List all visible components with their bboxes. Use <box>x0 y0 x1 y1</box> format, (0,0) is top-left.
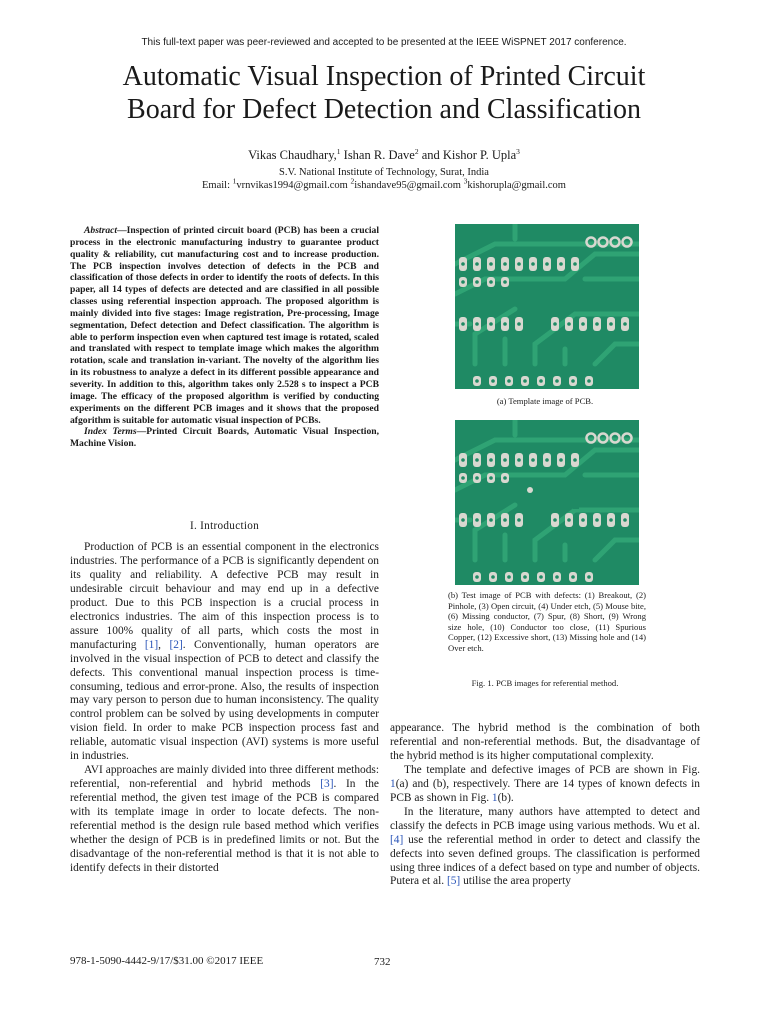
pcb-hole <box>503 262 507 266</box>
pcb-hole <box>545 262 549 266</box>
pcb-hole <box>461 476 465 480</box>
pcb-hole <box>559 458 563 462</box>
paragraph-5 <box>390 806 700 890</box>
citation-4[interactable]: [4] <box>390 833 404 846</box>
pcb-hole <box>531 458 535 462</box>
pcb-hole <box>489 322 493 326</box>
abstract-text: —Inspection of printed circuit board (PCB) has been a crucial process in the electronic manufacturing industry to guarantee product quality & reliability, cut manufacturing cost and to increase production. The PCB inspection involves detection of defects in the PCB and classification of those defects in order to identify the roots of defects. In this paper, all 14 types of defects are detected and are classified in all possible classes using referential inspection approach. The proposed algorithm is mainly divided into five stages: Image registration, Pre-processing, Image segmentation, Defect detection and Defect classification. The algorithm is able to perform inspection even when captured test image is rotated, scaled and translated with respect to template image which makes the algorithm rotation, scale and translation in-variant. The novelty of the algorithm lies in its robustness to analyze a defect in its different possible appearance and severity. In addition to this, algorithm takes only 2.528 s to inspect a PCB image. The efficacy of the proposed algorithm is verified by conducting experiments on the different PCB images and it shows that the proposed afgorithm is suitable for automatic visual inspection of PCBs. <box>70 225 379 426</box>
footer-copyright: 978-1-5090-4442-9/17/$31.00 ©2017 IEEE <box>70 955 264 967</box>
para5-text-c: utilise the area property <box>460 875 571 888</box>
para4-text-a: The template and defective images of PCB are shown in Fig. <box>404 763 700 776</box>
index-terms-label: Index Terms <box>84 426 137 438</box>
pcb-hole <box>553 322 557 326</box>
abstract-label: Abstract <box>84 225 118 236</box>
pcb-hole <box>507 379 511 383</box>
author-2-mark: 2 <box>414 146 419 156</box>
pcb-hole <box>517 262 521 266</box>
pcb-hole <box>503 518 507 522</box>
figure-b-caption: (b) Test image of PCB with defects: (1) Breakout, (2) Pinhole, (3) Open circuit, (4) Under etch, (5) Mouse bite, (6) Missing conductor, (7) Spur, (8) Short, (9) Wrong size hole, (10) Conductor too close, (11) Spurious Copper, (12) Excessive short, (13) Missing hole and (14) Over etch. <box>448 590 646 653</box>
email-label: Email: <box>202 180 230 191</box>
para5-text-a: In the literature, many authors have attempted to detect and classify the defects in PCB image using various methods. Wu et al. <box>390 805 700 832</box>
author-3: and Kishor P. Upla <box>421 148 517 162</box>
pcb-hole <box>475 379 479 383</box>
email-3[interactable]: kishorupla@gmail.com <box>467 180 566 191</box>
pcb-hole <box>489 476 493 480</box>
pcb-hole <box>539 575 543 579</box>
index-terms-text: —Printed Circuit Boards, Automatic Visual Inspection, Machine Vision. <box>70 426 379 450</box>
email-2[interactable]: ishandave95@gmail.com <box>354 180 461 191</box>
pcb-hole <box>559 262 563 266</box>
paragraph-4 <box>390 764 700 806</box>
title-line-2: Board for Defect Detection and Classification <box>127 94 641 125</box>
pcb-hole <box>571 575 575 579</box>
paragraph-1 <box>70 541 379 764</box>
citation-2[interactable]: [2] <box>169 638 183 651</box>
pcb-hole <box>545 458 549 462</box>
pcb-hole <box>461 458 465 462</box>
pcb-hole <box>623 322 627 326</box>
pcb-hole <box>567 518 571 522</box>
pcb-hole <box>503 322 507 326</box>
pcb-hole <box>475 518 479 522</box>
pcb-hole <box>523 575 527 579</box>
pcb-hole <box>609 322 613 326</box>
pcb-hole <box>489 458 493 462</box>
section-heading-introduction: I. Introduction <box>189 520 260 532</box>
pcb-hole <box>461 262 465 266</box>
pcb-hole <box>531 262 535 266</box>
email-3-mark: 3 <box>463 176 468 186</box>
citation-1[interactable]: [1] <box>144 638 159 651</box>
para1-sep: , <box>158 638 170 651</box>
pcb-hole <box>517 518 521 522</box>
pcb-hole <box>461 322 465 326</box>
pcb-hole <box>595 322 599 326</box>
citation-5[interactable]: [5] <box>446 875 461 888</box>
pcb-hole <box>475 280 479 284</box>
pcb-hole <box>503 476 507 480</box>
defect-spurious-copper <box>527 487 533 493</box>
left-column-body <box>70 541 379 876</box>
author-1-mark: 1 <box>336 146 341 156</box>
pcb-hole <box>539 379 543 383</box>
pcb-hole <box>475 262 479 266</box>
emails <box>0 176 768 191</box>
pcb-hole <box>517 322 521 326</box>
pcb-hole <box>491 379 495 383</box>
defect-open-circuit <box>573 506 579 509</box>
pcb-template-image <box>455 224 639 389</box>
pcb-hole <box>475 322 479 326</box>
pcb-hole <box>623 518 627 522</box>
conference-notice: This full-text paper was peer-reviewed and accepted to be presented at the IEEE WiSPNET 2017 conference. <box>141 37 627 48</box>
pcb-hole <box>491 575 495 579</box>
pcb-hole <box>573 262 577 266</box>
email-1-mark: 1 <box>232 176 237 186</box>
pcb-hole <box>461 518 465 522</box>
paragraph-2 <box>70 764 379 876</box>
pcb-hole <box>573 458 577 462</box>
figure-1-caption: Fig. 1. PCB images for referential method. <box>471 678 619 688</box>
paragraph-3: appearance. The hybrid method is the combination of both referential and non-referential methods. But, the disadvantage of the hybrid method is its higher computational complexity. <box>390 722 700 762</box>
pcb-hole <box>567 322 571 326</box>
pcb-hole <box>555 575 559 579</box>
pcb-hole <box>489 262 493 266</box>
para1-text-b: . Conventionally, human operators are involved in the visual inspection of PCB to detect and classify the defects. This conventional manual inspection process is time-consuming, tedious and error-prone. Also, the results of inspection may vary person to person due to human inconsistency. The quality control problem can be solved by using developments in computer vision field. In order to make PCB inspection process fast and reliable, automatic visual inspection (AVI) systems is more useful in industries. <box>70 638 379 763</box>
pcb-hole <box>581 322 585 326</box>
figure-template-pcb <box>455 224 639 389</box>
pcb-hole <box>595 518 599 522</box>
email-2-mark: 2 <box>350 176 355 186</box>
pcb-hole <box>489 518 493 522</box>
pcb-hole <box>571 379 575 383</box>
para2-text-a: AVI approaches are mainly divided into three different methods: referential, non-referential and hybrid methods <box>70 764 379 791</box>
authors <box>0 148 768 163</box>
figure-test-pcb <box>455 420 639 585</box>
pcb-hole <box>553 518 557 522</box>
fig-ref-1[interactable]: 1 <box>390 777 396 790</box>
pcb-hole <box>475 458 479 462</box>
author-1: Vikas Chaudhary, <box>248 148 337 162</box>
title-line-1: Automatic Visual Inspection of Printed Circuit <box>122 61 646 92</box>
author-2: Ishan R. Dave <box>343 148 415 162</box>
figure-a-caption: (a) Template image of PCB. <box>496 396 594 406</box>
pcb-hole <box>555 379 559 383</box>
fig-ref-2[interactable]: 1 <box>491 791 498 804</box>
abstract <box>70 225 379 450</box>
pcb-hole <box>475 575 479 579</box>
pcb-hole <box>609 518 613 522</box>
para1-text-a: Production of PCB is an essential component in the electronics industries. The performance of a PCB is significantly dependent on its quality and reliability. A defective PCB may result in undesirable circuit behaviour and may end up in a defective product. Due to this PCB inspection is a crucial process in electronics industries. The aim of this inspection process is to assure 100% quality of all parts, which costs the most in manufacturing <box>70 541 379 651</box>
pcb-hole <box>461 280 465 284</box>
para5-text-b: use the referential method in order to detect and classify the defects into seven defined groups. The classification is performed using three indices of a defect based on type and number of objects. Putera et al. <box>390 833 700 888</box>
pcb-hole <box>489 280 493 284</box>
pcb-hole <box>503 458 507 462</box>
pcb-hole <box>587 379 591 383</box>
pcb-hole <box>581 518 585 522</box>
page-number: 732 <box>374 956 391 968</box>
pcb-test-image <box>455 420 639 585</box>
author-3-mark: 3 <box>516 146 520 156</box>
pcb-hole <box>523 379 527 383</box>
pcb-hole <box>503 280 507 284</box>
para2-text-b: . In the referential method, the given test image of the PCB is compared with its template image in order to locate defects. The non-referential method is the design rule based method which verifies whether the design of PCB is in predefined limits or not. But the disadvantage of the non-referential method is that it is not able to identify defects in their distorted <box>70 778 379 874</box>
pcb-hole <box>587 575 591 579</box>
affiliation: S.V. National Institute of Technology, Surat, India <box>279 167 489 178</box>
citation-3[interactable]: [3] <box>320 778 334 791</box>
pcb-hole <box>475 476 479 480</box>
para4-text-b: (a) and (b), respectively. There are 14 types of known defects in PCB as shown in Fig. <box>390 777 700 804</box>
pcb-hole <box>517 458 521 462</box>
pcb-hole <box>507 575 511 579</box>
paper-title <box>60 60 708 126</box>
email-1[interactable]: vrnvikas1994@gmail.com <box>236 180 348 191</box>
right-column-body <box>390 722 700 889</box>
para4-text-c: (b). <box>497 791 514 804</box>
